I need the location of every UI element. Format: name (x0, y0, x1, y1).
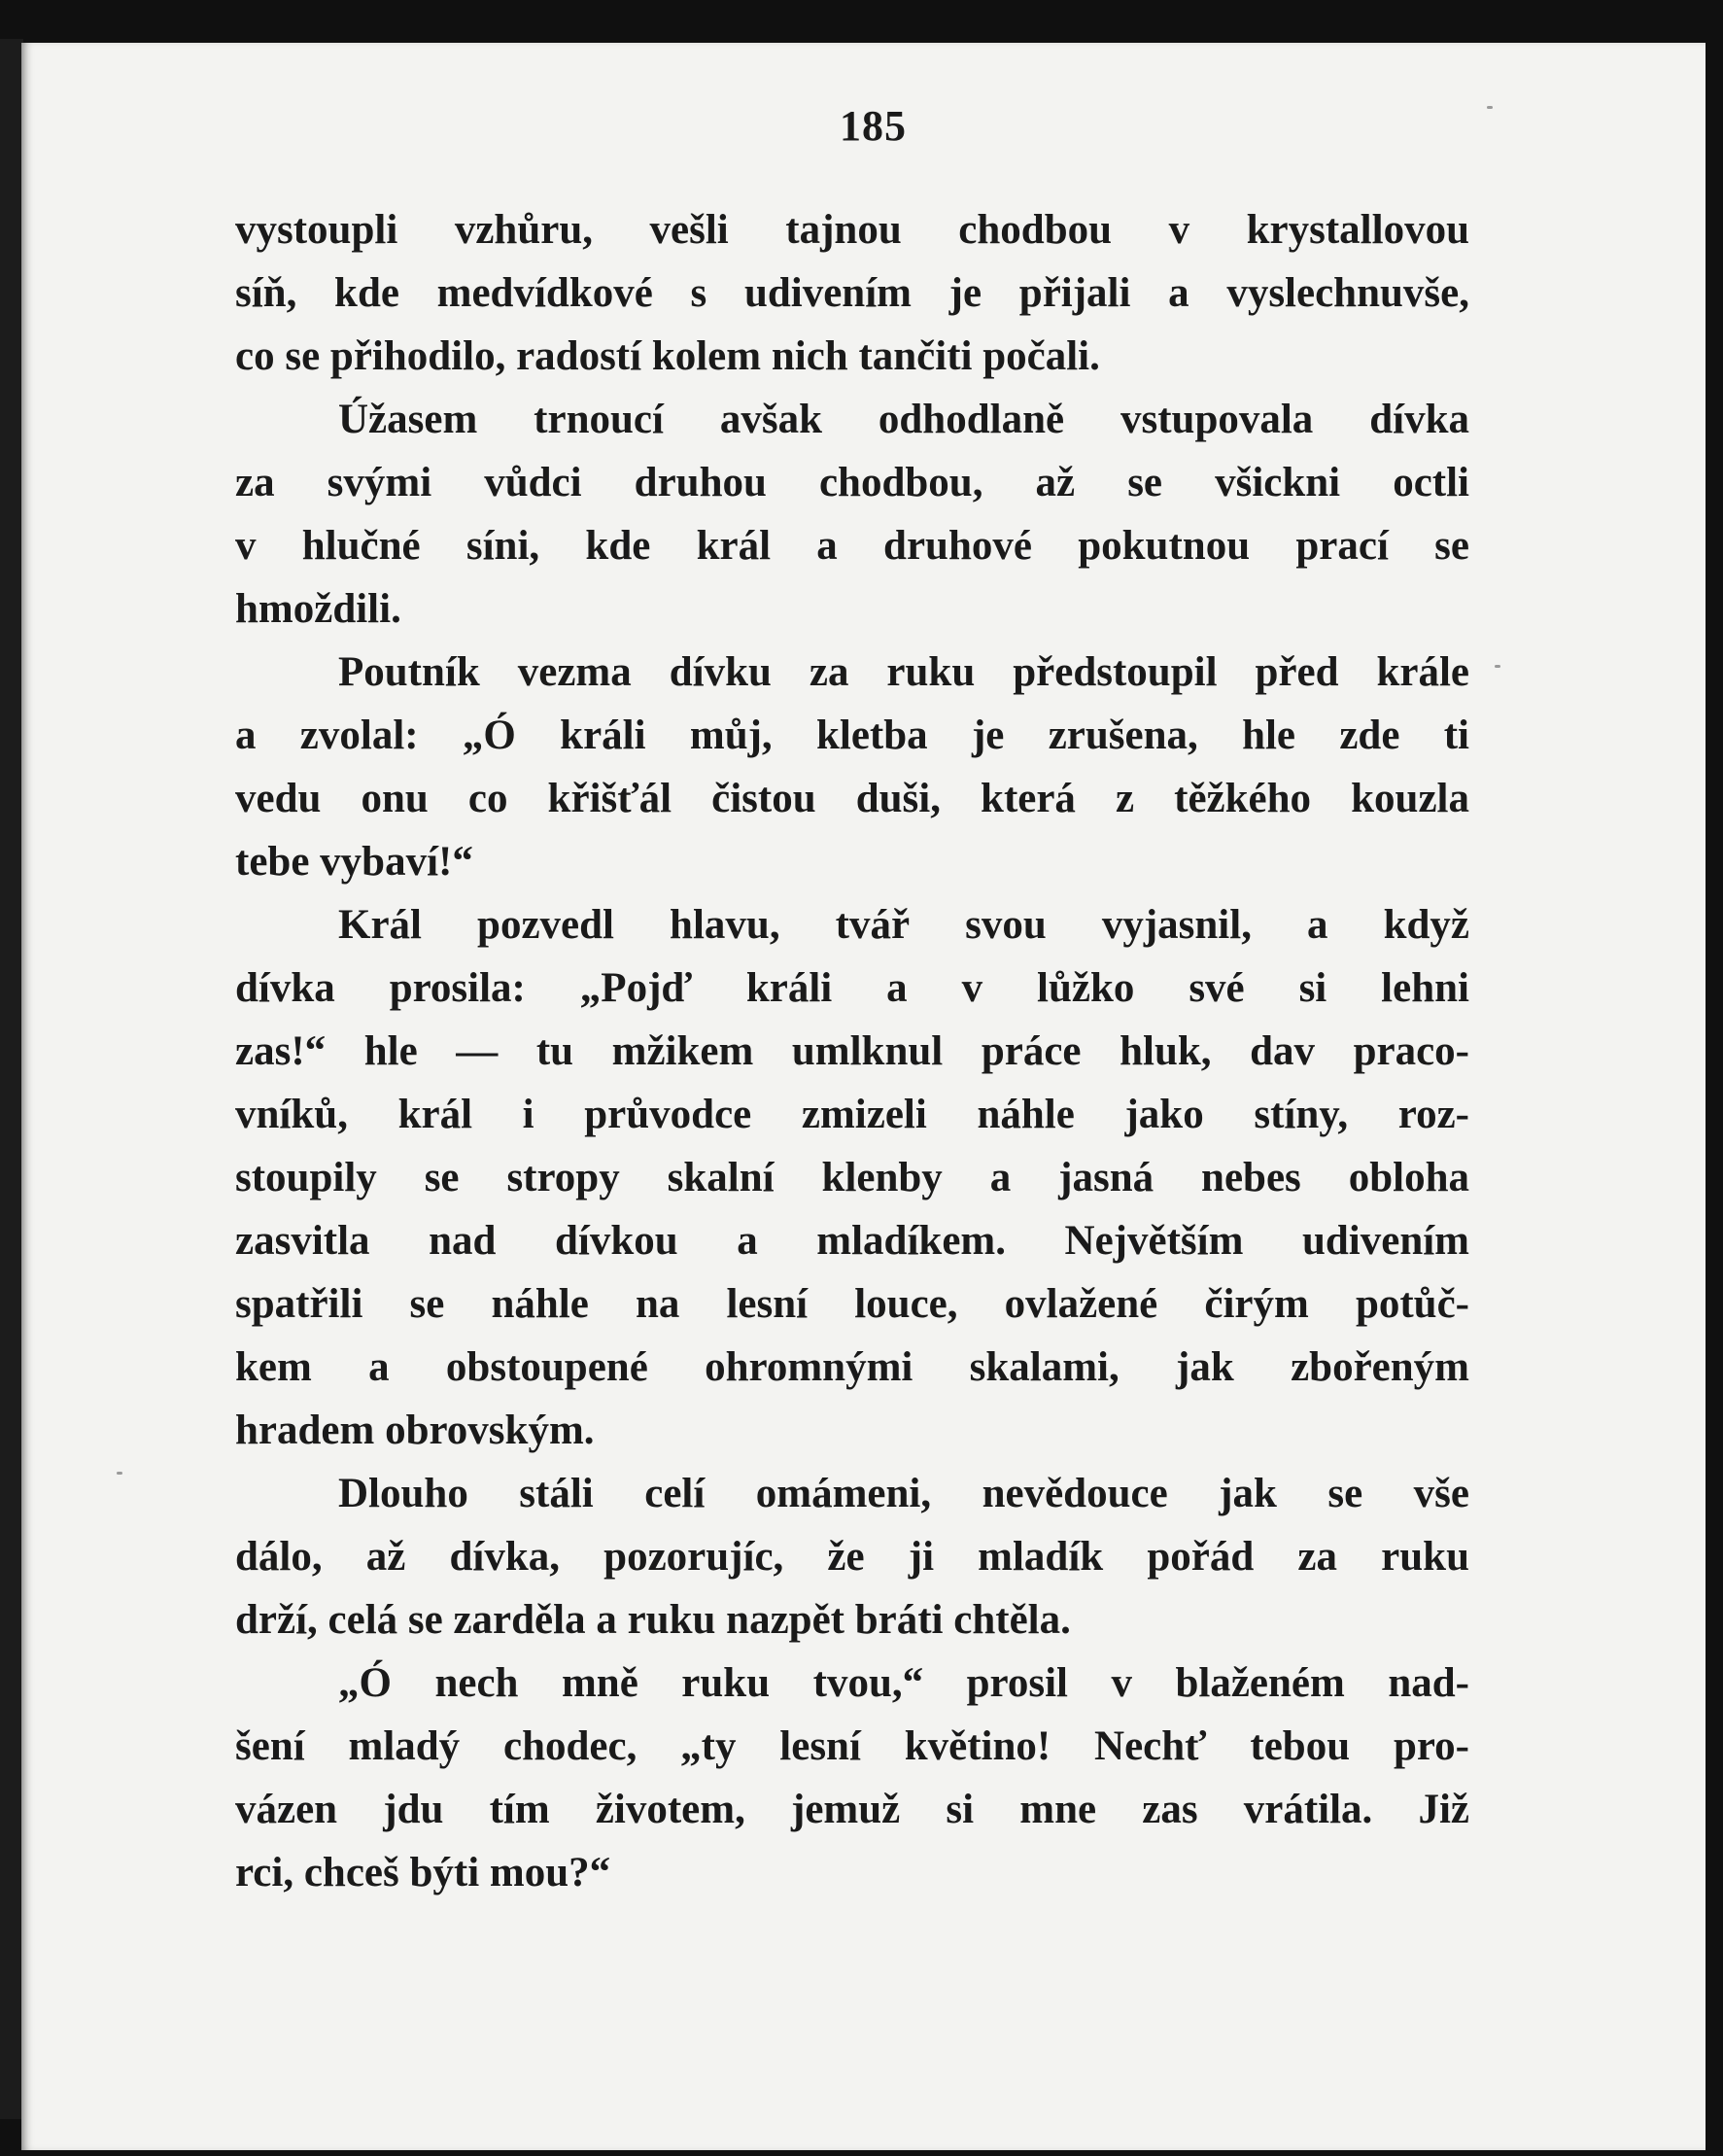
text-line: tebe vybaví!“ (235, 839, 473, 885)
text-line: za svými vůdci druhou chodbou, až se všickni octli (235, 460, 1469, 505)
text-line: dívka prosila: „Pojď králi a v lůžko své si lehni (235, 965, 1469, 1011)
text-line: vníků, král i průvodce zmizeli náhle jako stíny, roz- (235, 1092, 1469, 1137)
scan-speck (1487, 106, 1493, 109)
text-line: vedu onu co křišťál čistou duši, která z těžkého kouzla (235, 776, 1469, 821)
text-line: co se přihodilo, radostí kolem nich tančiti počali. (235, 333, 1100, 379)
text-line: hradem obrovským. (235, 1408, 595, 1453)
text-line: spatřili se náhle na lesní louce, ovlažené čirým potůč- (235, 1281, 1469, 1327)
text-line: Poutník vezma dívku za ruku předstoupil před krále (338, 649, 1469, 695)
text-line: stoupily se stropy skalní klenby a jasná nebes obloha (235, 1155, 1469, 1200)
text-line: zas!“ hle — tu mžikem umlknul práce hluk, dav praco- (235, 1028, 1469, 1074)
text-line: kem a obstoupené ohromnými skalami, jak zbořeným (235, 1344, 1469, 1390)
text-line: šení mladý chodec, „ty lesní květino! Nechť tebou pro- (235, 1723, 1469, 1769)
text-line: Dlouho stáli celí omámeni, nevědouce jak se vše (338, 1471, 1469, 1516)
body-text (235, 198, 1469, 1904)
scan-speck (1495, 665, 1500, 668)
text-line: vystoupli vzhůru, vešli tajnou chodbou v krystallovou (235, 207, 1469, 253)
text-line: dálo, až dívka, pozorujíc, že ji mladík pořád za ruku (235, 1534, 1469, 1580)
text-line: síň, kde medvídkové s udivením je přijali a vyslechnuvše, (235, 270, 1469, 316)
text-line: rci, chceš býti mou?“ (235, 1850, 611, 1895)
text-line: vázen jdu tím životem, jemuž si mne zas vrátila. Již (235, 1787, 1469, 1832)
text-line: Král pozvedl hlavu, tvář svou vyjasnil, a když (338, 902, 1469, 948)
text-line: Úžasem trnoucí avšak odhodlaně vstupovala dívka (338, 397, 1469, 442)
book-page (21, 43, 1706, 2150)
text-line: zasvitla nad dívkou a mladíkem. Největším udivením (235, 1218, 1469, 1264)
scan-speck (117, 1472, 122, 1475)
text-line: hmoždili. (235, 586, 401, 632)
text-line: v hlučné síni, kde král a druhové pokutnou prací se (235, 523, 1469, 569)
text-line: drží, celá se zarděla a ruku nazpět bráti chtěla. (235, 1597, 1071, 1643)
page-binding-edge (0, 39, 23, 2119)
text-line: a zvolal: „Ó králi můj, kletba je zrušena, hle zde ti (235, 713, 1469, 758)
page-number: 185 (840, 102, 907, 150)
text-line: „Ó nech mně ruku tvou,“ prosil v blaženém nad- (338, 1660, 1469, 1706)
